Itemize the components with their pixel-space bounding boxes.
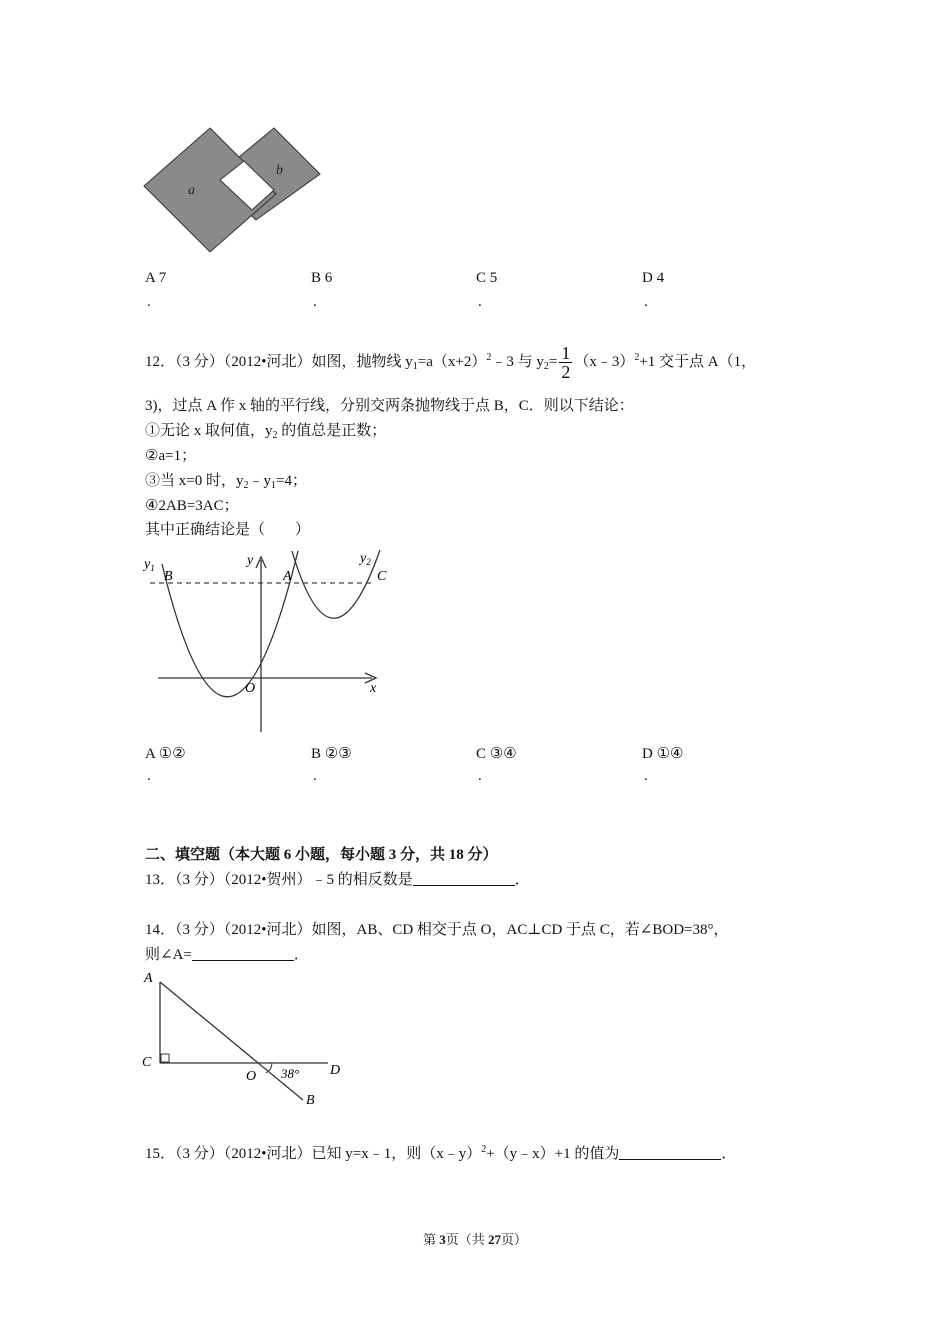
fraction-one-half: $\frac{1}{2}$ bbox=[561, 343, 571, 382]
label-y2: $y_2$ bbox=[360, 551, 371, 567]
label-C: C bbox=[142, 1055, 152, 1070]
label-a: a bbox=[188, 183, 195, 198]
q12-option-d[interactable]: D ①④ . bbox=[642, 746, 684, 784]
parabola-y1 bbox=[162, 551, 298, 697]
q12-stem-line2: 3)，过点 A 作 x 轴的平行线，分别交两条抛物线于点 B，C．则以下结论： bbox=[145, 398, 634, 414]
q11-option-d[interactable]: D 4 . bbox=[642, 270, 665, 310]
q12-statement-4: ④2AB=3AC； bbox=[145, 498, 239, 514]
label-O: O bbox=[246, 1069, 257, 1084]
q12-stem-line1: 12．（3 分）（2012•河北）如图，抛物线 $y_1=a(x+2)^2﹣3$ 与 $y_2=$ $\frac{1}{2}$ （x﹣3）$^2$+1 交于点 A（1， bbox=[145, 343, 757, 382]
label-D: D bbox=[330, 1063, 341, 1078]
label-O: O bbox=[245, 681, 256, 696]
q12-question: 其中正确结论是（ ） bbox=[145, 522, 311, 538]
q13-answer-blank[interactable] bbox=[413, 871, 515, 886]
q14-triangle-figure bbox=[140, 966, 360, 1112]
label-A: A bbox=[144, 971, 153, 986]
q15-text: 15．（3 分）（2012•河北）已知 y=x﹣1，则（x﹣y）$^2$+（y﹣x）+1 的值为 ． bbox=[145, 1144, 737, 1162]
q12-statement-3: ③当 x=0 时，$y_2﹣y_1=4$； bbox=[145, 473, 307, 491]
q11-squares-figure bbox=[140, 124, 325, 254]
label-x: x bbox=[370, 681, 377, 696]
q11-option-c[interactable]: C 5 . bbox=[476, 270, 498, 310]
label-y1: $y_1$ bbox=[144, 557, 155, 573]
q11-option-a[interactable]: A 7 . bbox=[145, 270, 167, 310]
q12-statement-2: ②a=1； bbox=[145, 448, 197, 464]
right-angle-mark bbox=[161, 1054, 169, 1062]
q15-answer-blank[interactable] bbox=[619, 1145, 721, 1160]
q12-option-a[interactable]: A ①② . bbox=[145, 746, 186, 784]
label-y: y bbox=[247, 553, 254, 568]
q14-line1: 14．（3 分）（2012•河北）如图，AB、CD 相交于点 O，AC⊥CD 于点 C，若∠BOD=38°， bbox=[145, 922, 729, 938]
label-b: b bbox=[276, 163, 283, 178]
label-angle: 38° bbox=[281, 1066, 300, 1081]
page-footer: 第 3页（共 27页） bbox=[422, 1232, 528, 1247]
label-A: A bbox=[283, 569, 292, 584]
section-2-title: 二、填空题（本大题 6 小题，每小题 3 分，共 18 分） bbox=[145, 847, 498, 863]
segment-AB bbox=[160, 982, 303, 1100]
label-B: B bbox=[306, 1093, 315, 1108]
q14-line2: 则∠A= ． bbox=[145, 947, 309, 963]
q11-option-b[interactable]: B 6 . bbox=[311, 270, 333, 310]
label-C: C bbox=[377, 569, 387, 584]
q13-text: 13．（3 分）（2012•贺州）﹣5 的相反数是 ． bbox=[145, 872, 530, 888]
q12-statement-1: ①无论 x 取何值，$y_2$ 的值总是正数； bbox=[145, 423, 387, 441]
q14-answer-blank[interactable] bbox=[192, 946, 294, 961]
label-B: B bbox=[164, 569, 173, 584]
q12-option-b[interactable]: B ②③ . bbox=[311, 746, 352, 784]
q12-parabola-figure bbox=[140, 546, 390, 736]
q12-option-c[interactable]: C ③④ . bbox=[476, 746, 517, 784]
